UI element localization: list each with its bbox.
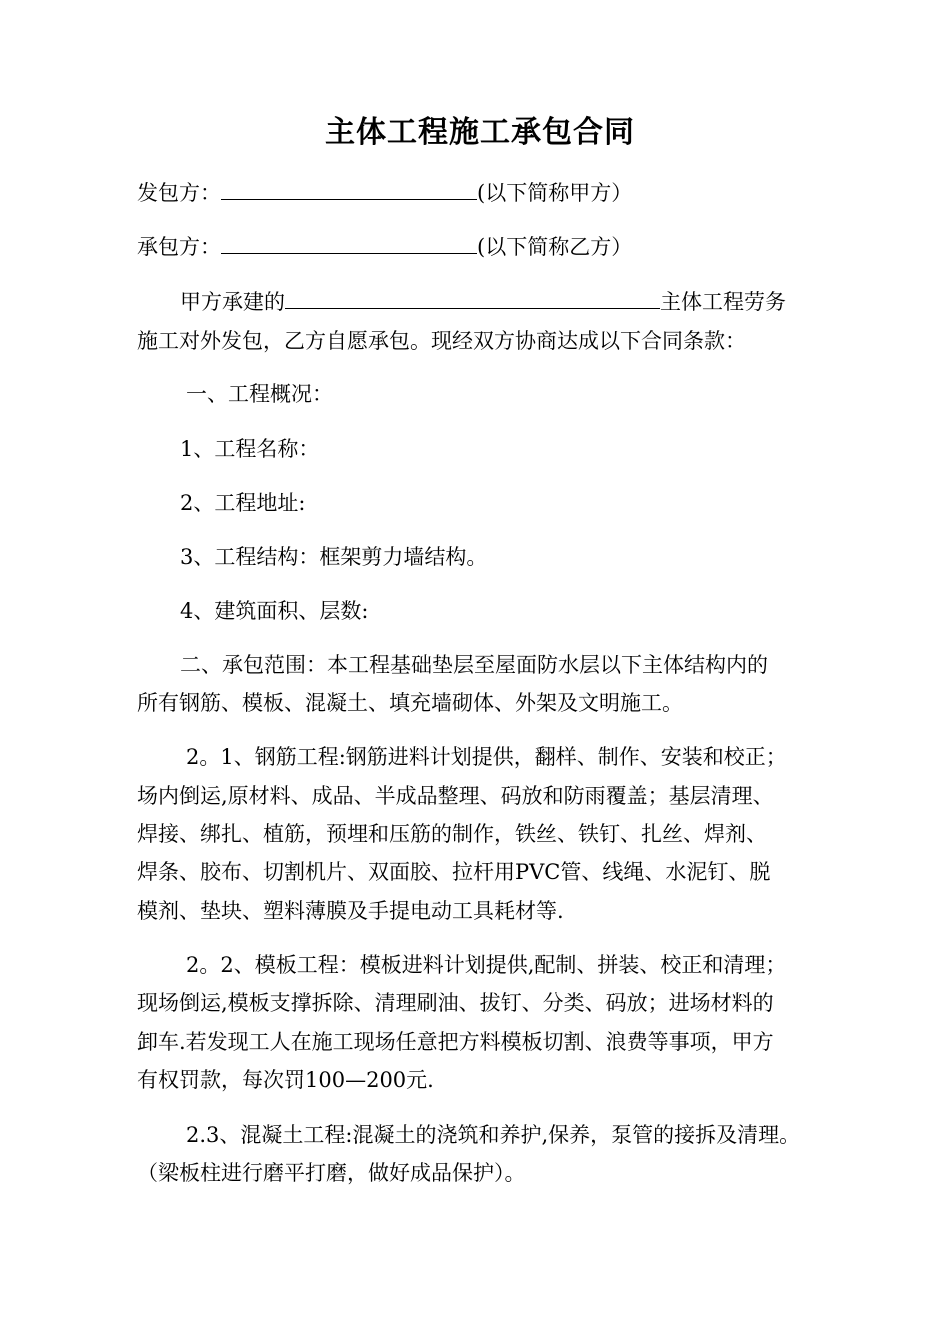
clause-2-2-line: 现场倒运,模板支撑拆除、清理刷油、拔钉、分类、码放；进场材料的 <box>137 991 774 1015</box>
intro-line-2: 施工对外发包，乙方自愿承包。现经双方协商达成以下合同条款： <box>137 329 746 353</box>
intro-suffix: 主体工程劳务 <box>660 290 786 314</box>
intro-prefix: 甲方承建的 <box>180 290 285 314</box>
project-name-blank <box>285 288 660 309</box>
clause-2-3-line: （梁板柱进行磨平打磨，做好成品保护）。 <box>137 1161 526 1185</box>
section-1-item: 4、建筑面积、层数: <box>180 599 369 623</box>
clause-2-2-line: 2。2、模板工程：模板进料计划提供,配制、拼装、校正和清理； <box>186 953 787 977</box>
clause-2-1-line: 模剂、垫块、塑料薄膜及手提电动工具耗材等. <box>137 899 564 923</box>
clause-2-1-line: 2。1、钢筋工程:钢筋进料计划提供，翻样、制作、安装和校正； <box>186 745 787 769</box>
clause-2-2-line: 卸车.若发现工人在施工现场任意把方料模板切割、浪费等事项，甲方 <box>137 1030 774 1054</box>
section-1-item: 2、工程地址: <box>180 491 306 515</box>
clause-2-3-line: 2.3、混凝土工程:混凝土的浇筑和养护,保养，泵管的接拆及清理。 <box>186 1123 801 1147</box>
section-1-item: 1、工程名称： <box>180 437 320 461</box>
party-a-label: 发包方： <box>137 181 221 205</box>
section-1-heading: 一、工程概况： <box>186 382 333 406</box>
intro-line-1 <box>180 287 786 317</box>
party-b-label: 承包方： <box>137 235 221 259</box>
clause-2-2-line: 有权罚款，每次罚100—200元. <box>137 1068 434 1092</box>
section-1-item: 3、工程结构：框架剪力墙结构。 <box>180 545 488 569</box>
party-a-line <box>137 178 632 208</box>
clause-2-1-line: 焊接、绑扎、植筋，预埋和压筋的制作，铁丝、铁钉、扎丝、焊剂、 <box>137 822 767 846</box>
party-a-blank <box>221 179 477 200</box>
clause-2-1-line: 焊条、胶布、切割机片、双面胶、拉杆用PVC管、线绳、水泥钉、脱 <box>137 860 771 884</box>
section-2-line: 所有钢筋、模板、混凝土、填充墙砌体、外架及文明施工。 <box>137 691 683 715</box>
party-b-blank <box>221 233 477 254</box>
party-a-suffix: (以下简称甲方） <box>477 181 633 205</box>
clause-2-1-line: 场内倒运,原材料、成品、半成品整理、码放和防雨覆盖；基层清理、 <box>137 784 774 808</box>
party-b-suffix: (以下简称乙方） <box>477 235 633 259</box>
contract-title: 主体工程施工承包合同 <box>325 115 635 150</box>
section-2-line: 二、承包范围：本工程基础垫层至屋面防水层以下主体结构内的 <box>180 653 768 677</box>
party-b-line <box>137 232 632 262</box>
